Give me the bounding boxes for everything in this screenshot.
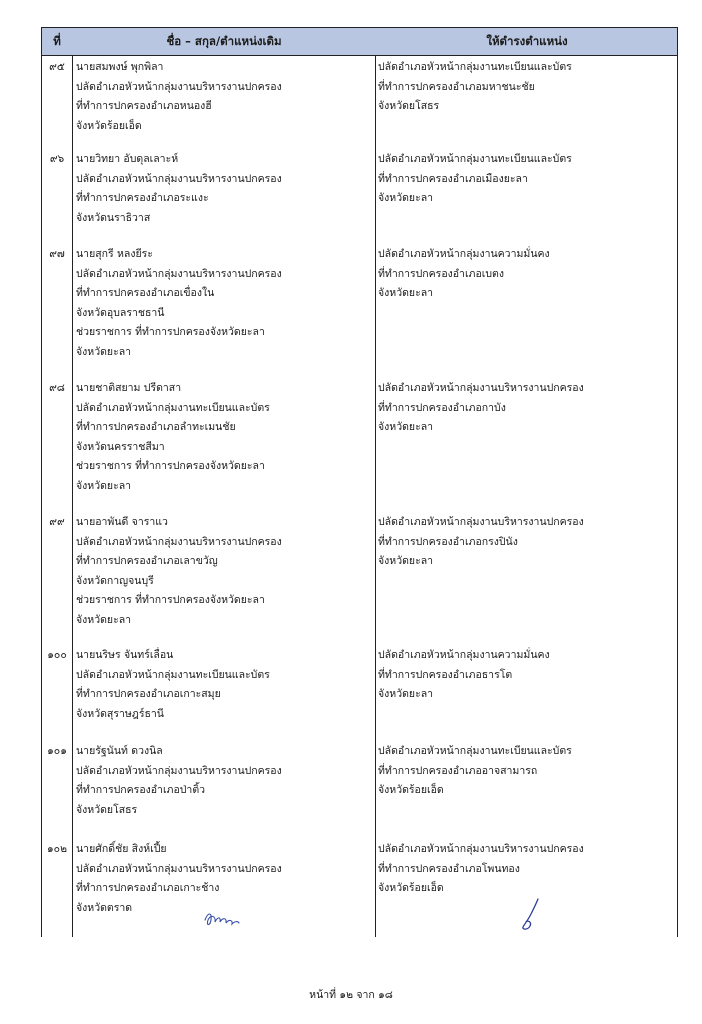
new-position-cell: [378, 840, 676, 899]
new-office: ที่ทำการปกครองอำเภอเมืองยะลา: [378, 172, 528, 185]
header-old-position: ชื่อ – สกุล/ตำแหน่งเดิม: [166, 34, 282, 48]
new-position-cell: [378, 150, 676, 209]
person-name: นายศักดิ์ชัย สิงห์เปี้ย: [76, 843, 167, 855]
old-province: จังหวัดนครราชสีมา: [76, 440, 165, 453]
old-title: ปลัดอำเภอหัวหน้ากลุ่มงานบริหารงานปกครอง: [76, 267, 282, 280]
old-position-cell: [76, 742, 372, 820]
header-new-position: ให้ดำรงตำแหน่ง: [486, 34, 568, 48]
new-office: ที่ทำการปกครองอำเภอธารโต: [378, 668, 513, 681]
new-position-cell: [378, 245, 676, 304]
assignment-office: ช่วยราชการ ที่ทำการปกครองจังหวัดยะลา: [76, 326, 265, 338]
old-province: จังหวัดตราด: [76, 901, 133, 914]
new-position-cell: [378, 646, 676, 705]
old-position-cell: [76, 840, 372, 918]
old-province: จังหวัดร้อยเอ็ด: [76, 119, 142, 132]
row-number: ๙๗: [49, 248, 65, 260]
new-title: ปลัดอำเภอหัวหน้ากลุ่มงานทะเบียนและบัตร: [378, 61, 572, 73]
old-office: ที่ทำการปกครองอำเภอลำทะเมนชัย: [76, 421, 236, 433]
person-name: นายนริษร จันทร์เลื่อน: [76, 649, 174, 661]
person-name: นายวิทยา อับดุลเลาะห์: [76, 153, 179, 165]
table-header: [42, 28, 677, 56]
old-office: ที่ทำการปกครองอำเภอระแงะ: [76, 192, 209, 204]
person-name: นายรัฐนันท์ ดวงนิล: [76, 745, 163, 757]
column-divider-2: [375, 28, 376, 937]
old-position-cell: [76, 245, 372, 362]
new-title: ปลัดอำเภอหัวหน้ากลุ่มงานบริหารงานปกครอง: [378, 843, 584, 855]
new-province: จังหวัดยะลา: [378, 421, 434, 433]
old-title: ปลัดอำเภอหัวหน้ากลุ่มงานบริหารงานปกครอง: [76, 80, 282, 93]
new-position-cell: [378, 513, 676, 572]
old-position-cell: [76, 58, 372, 136]
assignment-office: ช่วยราชการ ที่ทำการปกครองจังหวัดยะลา: [76, 594, 265, 606]
new-title: ปลัดอำเภอหัวหน้ากลุ่มงานทะเบียนและบัตร: [378, 153, 572, 165]
new-province: จังหวัดยะลา: [378, 192, 434, 204]
new-office: ที่ทำการปกครองอำเภอมหาชนะชัย: [378, 80, 535, 93]
row-number: ๙๕: [49, 61, 65, 73]
header-no: ที่: [53, 34, 61, 48]
old-office: ที่ทำการปกครองอำเภอป่าติ้ว: [76, 784, 206, 796]
old-position-cell: [76, 646, 372, 724]
assignment-province: จังหวัดยะลา: [76, 479, 132, 492]
new-title: ปลัดอำเภอหัวหน้ากลุ่มงานบริหารงานปกครอง: [378, 516, 584, 528]
new-position-cell: [378, 742, 676, 801]
new-title: ปลัดอำเภอหัวหน้ากลุ่มงานทะเบียนและบัตร: [378, 745, 572, 757]
old-office: ที่ทำการปกครองอำเภอเกาะสมุย: [76, 688, 221, 700]
old-province: จังหวัดนราธิวาส: [76, 211, 151, 224]
new-province: จังหวัดร้อยเอ็ด: [378, 784, 444, 796]
old-title: ปลัดอำเภอหัวหน้ากลุ่มงานบริหารงานปกครอง: [76, 764, 282, 777]
new-title: ปลัดอำเภอหัวหน้ากลุ่มงานบริหารงานปกครอง: [378, 382, 584, 394]
person-name: นายสมพงษ์ พุกพิลา: [76, 61, 164, 73]
right-signature-icon: [516, 896, 550, 932]
old-province: จังหวัดสุราษฎร์ธานี: [76, 707, 164, 720]
old-title: ปลัดอำเภอหัวหน้ากลุ่มงานทะเบียนและบัตร: [76, 401, 270, 414]
new-office: ที่ทำการปกครองอำเภออาจสามารถ: [378, 764, 538, 777]
new-province: จังหวัดยะลา: [378, 555, 434, 567]
row-number: ๑๐๒: [47, 843, 67, 855]
appointment-table: [41, 27, 678, 937]
old-province: จังหวัดกาญจนบุรี: [76, 574, 154, 587]
old-title: ปลัดอำเภอหัวหน้ากลุ่มงานบริหารงานปกครอง: [76, 172, 282, 185]
new-position-cell: [378, 58, 676, 117]
new-title: ปลัดอำเภอหัวหน้ากลุ่มงานความมั่นคง: [378, 649, 550, 661]
old-office: ที่ทำการปกครองอำเภอเขื่องใน: [76, 287, 215, 299]
old-position-cell: [76, 150, 372, 228]
new-province: จังหวัดยโสธร: [378, 100, 440, 112]
old-title: ปลัดอำเภอหัวหน้ากลุ่มงานทะเบียนและบัตร: [76, 668, 270, 681]
row-number: ๙๖: [49, 153, 65, 165]
assignment-office: ช่วยราชการ ที่ทำการปกครองจังหวัดยะลา: [76, 460, 265, 472]
new-office: ที่ทำการปกครองอำเภอกาบัง: [378, 401, 506, 414]
new-office: ที่ทำการปกครองอำเภอเบตง: [378, 267, 504, 280]
old-title: ปลัดอำเภอหัวหน้ากลุ่มงานบริหารงานปกครอง: [76, 535, 282, 548]
new-title: ปลัดอำเภอหัวหน้ากลุ่มงานความมั่นคง: [378, 248, 550, 260]
row-number: ๙๘: [49, 382, 65, 394]
new-position-cell: [378, 379, 676, 438]
new-province: จังหวัดยะลา: [378, 688, 434, 700]
old-office: ที่ทำการปกครองอำเภอหนองฮี: [76, 100, 212, 112]
old-province: จังหวัดอุบลราชธานี: [76, 306, 165, 319]
row-number: ๑๐๐: [47, 649, 67, 661]
left-signature-icon: [202, 908, 242, 930]
new-province: จังหวัดร้อยเอ็ด: [378, 882, 444, 894]
old-province: จังหวัดยโสธร: [76, 803, 138, 816]
old-position-cell: [76, 379, 372, 496]
assignment-province: จังหวัดยะลา: [76, 613, 132, 626]
old-office: ที่ทำการปกครองอำเภอเกาะช้าง: [76, 882, 220, 894]
row-number: ๙๙: [49, 516, 65, 528]
old-office: ที่ทำการปกครองอำเภอเลาขวัญ: [76, 555, 218, 567]
old-position-cell: [76, 513, 372, 630]
new-office: ที่ทำการปกครองอำเภอโพนทอง: [378, 862, 520, 875]
old-title: ปลัดอำเภอหัวหน้ากลุ่มงานบริหารงานปกครอง: [76, 862, 282, 875]
row-number: ๑๐๑: [47, 745, 67, 757]
column-divider-1: [72, 28, 73, 937]
person-name: นายสุกรี หลงยีระ: [76, 248, 153, 260]
new-province: จังหวัดยะลา: [378, 287, 434, 299]
person-name: นายชาติสยาม ปรีดาสา: [76, 382, 182, 394]
new-office: ที่ทำการปกครองอำเภอกรงปินัง: [378, 535, 518, 548]
person-name: นายอาพันดี จาราแว: [76, 516, 168, 528]
page-footer: หน้าที่ ๑๒ จาก ๑๘: [309, 989, 393, 1001]
assignment-province: จังหวัดยะลา: [76, 345, 132, 358]
